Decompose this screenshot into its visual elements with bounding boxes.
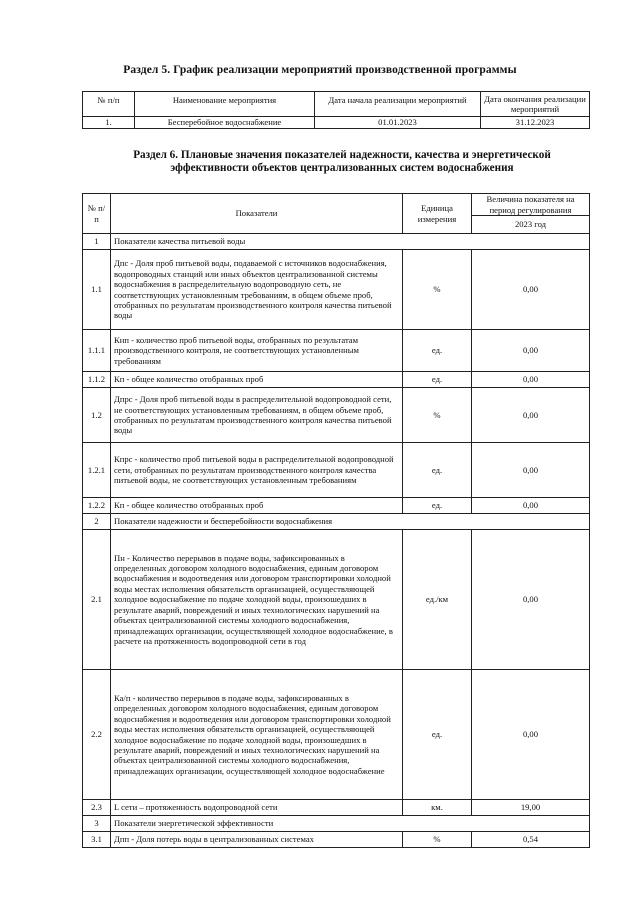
row-value: 0,00 [472,250,590,330]
row-num: 3.1 [83,832,111,848]
row-value: 0,00 [472,670,590,800]
row-num: 1.2.1 [83,443,111,498]
row-unit: ед. [403,498,472,514]
row-text: Кп - общее количество отобранных проб [111,372,403,388]
row-num: 1.1.2 [83,372,111,388]
table-row [83,234,590,250]
row-text: Дпс - Доля проб питьевой воды, подаваемой с источников водоснабжения, водопроводных станций или иных объектов централизованной системы водоснабжения в распределительную водопроводную сеть, не соответствующих установленным требованиям, в общем объеме проб, отобранных по результатам производственного контроля качества питьевой воды [111,250,403,330]
row-text: Дпп - Доля потерь воды в централизованных системах [111,832,403,848]
row-text: Ка/п - количество перерывов в подаче воды, зафиксированных в определенных договором холодного водоснабжения, единым договором водоснабжения и водоотведения или договором транспортировки холодной воды местах исполнения обязательств организацией, осуществляющей холодное водоснабжение по подаче холодной воды, произошедших в результате аварий, повреждений и иных технологических нарушений на объектах централизованной системы холодного водоснабжения, принадлежащих организации, осуществляющей холодное водоснабжение [111,670,403,800]
row-num: 3 [83,816,111,832]
header-year: 2023 год [472,216,590,234]
schedule-cell-name: Бесперебойное водоснабжение [135,117,315,129]
row-text: Показатели надежности и бесперебойности водоснабжения [111,514,590,530]
row-unit: ед. [403,372,472,388]
row-num: 1.1 [83,250,111,330]
schedule-table [82,91,590,129]
table-row [83,388,590,443]
row-value-text: 0,00 [522,594,539,605]
table-row [83,250,590,330]
row-unit: ед. [403,330,472,372]
table-row [83,443,590,498]
table-row [83,372,590,388]
section-5-title: Раздел 5. График реализации мероприятий производственной программы [123,64,517,76]
table-row [83,800,590,816]
row-unit: % [403,250,472,330]
row-unit: % [403,832,472,848]
row-num: 2.1 [83,530,111,670]
row-text: Кп - общее количество отобранных проб [111,498,403,514]
row-unit: % [403,388,472,443]
schedule-header-num: № п/п [83,92,135,117]
section-6-title-line-2: эффективности объектов централизованных систем водоснабжения [170,162,514,174]
row-text: Кпрс - количество проб питьевой воды в распределительной водопроводной сети, отобранных по результатам производственного контроля качества питьевой воды, не соответствующих установленным требованиям [111,443,403,498]
table-row [83,530,590,670]
row-value [472,530,590,670]
table-row [83,670,590,800]
table-row [83,330,590,372]
row-value: 0,00 [472,498,590,514]
table-row [83,498,590,514]
row-value: 0,00 [472,388,590,443]
table-row [83,816,590,832]
table-row [83,514,590,530]
indicators-table [82,193,590,848]
schedule-cell-start: 01.01.2023 [315,117,481,129]
row-text: Кнп - количество проб питьевой воды, отобранных по результатам производственного контроля, не соответствующих установленным требованиям [111,330,403,372]
header-num: № п/п [83,194,111,234]
row-value: 0,00 [472,372,590,388]
header-value: Величина показателя на период регулирования [472,194,590,216]
section-6-title [92,149,592,175]
row-text: L сети – протяженность водопроводной сети [111,800,403,816]
row-unit: ед. [403,670,472,800]
schedule-cell-end: 31.12.2023 [481,117,590,129]
row-unit: км. [403,800,472,816]
row-text: Показатели энергетической эффективности [111,816,590,832]
row-unit: ед./км [403,530,472,670]
row-text: Пн - Количество перерывов в подаче воды, зафиксированных в определенных договором холодного водоснабжения, единым договором водоснабжения и водоотведения или договором транспортировки холодной воды местах исполнения обязательств организацией, осуществляющей холодное водоснабжение по подаче холодной воды, произошедших в результате аварий, повреждений и иных технологических нарушений на объектах централизованной системы холодного водоснабжения, принадлежащих организации, осуществляющей холодное водоснабжение, в расчете на протяженность водопроводной сети в год [111,530,403,670]
indicators-header-row [83,194,590,216]
row-value: 19,00 [472,800,590,816]
row-value: 0,00 [472,443,590,498]
row-unit: ед. [403,443,472,498]
header-indicator: Показатели [111,194,403,234]
header-unit: Единица измерения [403,194,472,234]
row-num: 1 [83,234,111,250]
row-num: 2.2 [83,670,111,800]
schedule-header-name: Наименование мероприятия [135,92,315,117]
row-num: 1.2.2 [83,498,111,514]
row-num: 1.2 [83,388,111,443]
row-value: 0,54 [472,832,590,848]
table-row [83,832,590,848]
row-num: 2.3 [83,800,111,816]
schedule-cell-num: 1. [83,117,135,129]
row-text: Дпрс - Доля проб питьевой воды в распределительной водопроводной сети, не соответствующих установленным требованиям, в общем объеме проб, отобранных по результатам производственного контроля качества питьевой воды [111,388,403,443]
schedule-header-end: Дата окончания реализации мероприятий [481,92,590,117]
schedule-row [83,117,590,129]
row-text: Показатели качества питьевой воды [111,234,590,250]
schedule-header-start: Дата начала реализации мероприятий [315,92,481,117]
section-6-title-line-1: Раздел 6. Плановые значения показателей надежности, качества и энергетической [133,149,551,161]
row-num: 2 [83,514,111,530]
schedule-header-row [83,92,590,117]
row-num: 1.1.1 [83,330,111,372]
row-value: 0,00 [472,330,590,372]
